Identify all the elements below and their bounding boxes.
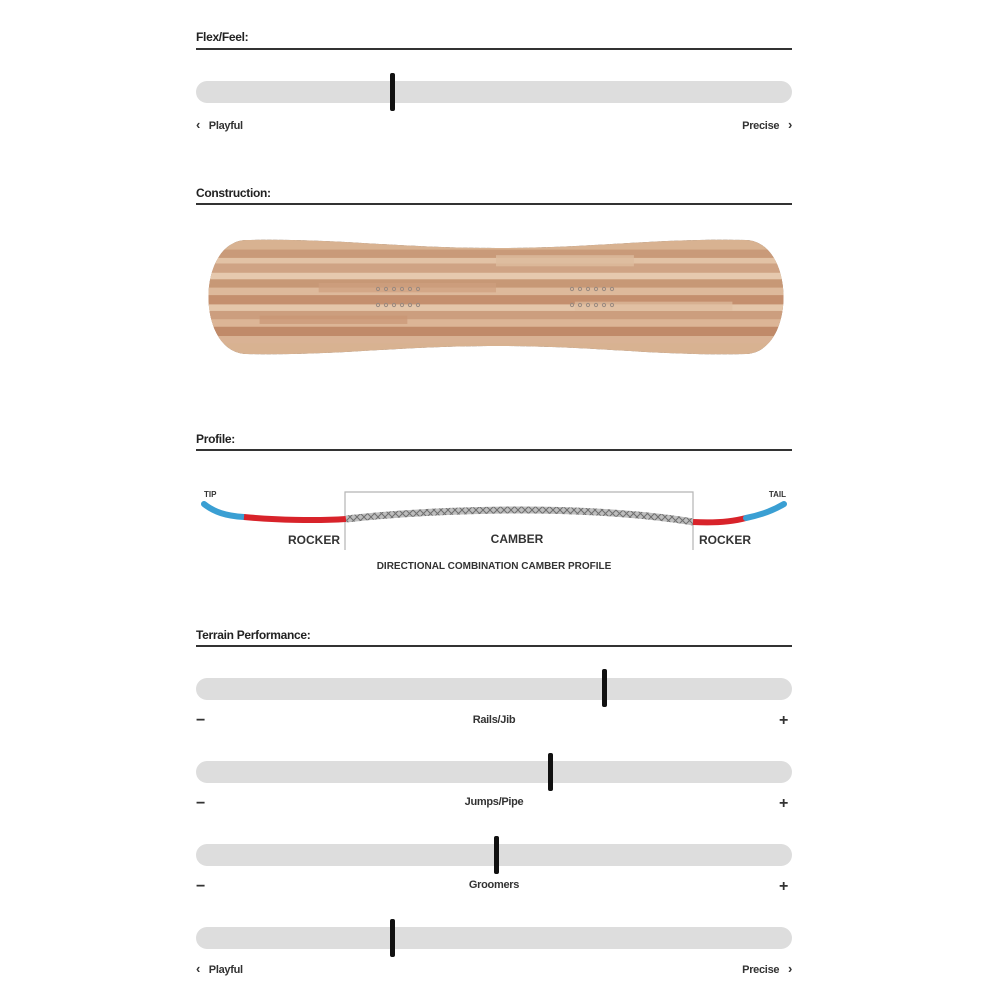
camber-label: CAMBER xyxy=(490,532,544,546)
terrain-slider-marker xyxy=(602,669,607,707)
minus-icon: − xyxy=(196,712,206,729)
profile-caption: DIRECTIONAL COMBINATION CAMBER PROFILE xyxy=(376,561,612,572)
flex-right-label-group xyxy=(692,117,792,132)
minus-icon: − xyxy=(196,878,206,895)
terrain-bottom-slider-track xyxy=(196,927,792,949)
flex-slider-marker xyxy=(390,73,395,111)
terrain-slider-marker xyxy=(494,836,499,874)
flex-divider xyxy=(196,48,792,50)
terrain-slider-marker xyxy=(548,753,553,791)
plus-icon: + xyxy=(779,878,789,895)
terrain-row-label: Rails/Jib xyxy=(472,714,516,726)
bottom-right-label: Precise xyxy=(742,964,780,976)
bottom-left-label-group xyxy=(196,961,243,976)
bottom-left-label: Playful xyxy=(208,964,243,976)
tip-curve xyxy=(204,504,244,517)
construction-divider xyxy=(196,203,792,205)
construction-section-title: Construction: xyxy=(196,186,271,200)
profile-divider xyxy=(196,449,792,451)
flex-slider-track xyxy=(196,81,792,103)
tail-label: TAIL xyxy=(768,490,786,499)
flex-right-label: Precise xyxy=(742,120,780,132)
plus-icon: + xyxy=(779,795,789,812)
flex-left-label-group xyxy=(196,117,243,132)
terrain-slider-track xyxy=(196,761,792,783)
chevron-left-icon: ‹ xyxy=(196,117,201,132)
chevron-right-icon: › xyxy=(787,961,792,976)
profile-section-title: Profile: xyxy=(196,432,235,446)
chevron-right-icon: › xyxy=(787,117,792,132)
camber-curve xyxy=(346,510,693,522)
rocker-right-curve xyxy=(693,518,746,522)
rocker-left-curve xyxy=(244,517,346,520)
snowboard-construction-image xyxy=(196,232,796,362)
bottom-right-label-group xyxy=(692,961,792,976)
terrain-bottom-slider-marker xyxy=(390,919,395,957)
flex-left-label: Playful xyxy=(208,120,243,132)
chevron-left-icon: ‹ xyxy=(196,961,201,976)
flex-section-title: Flex/Feel: xyxy=(196,30,249,44)
camber-profile-diagram xyxy=(196,482,796,582)
plus-icon: + xyxy=(779,712,789,729)
terrain-divider xyxy=(196,645,792,647)
rocker-left-label: ROCKER xyxy=(287,533,340,547)
rocker-right-label: ROCKER xyxy=(699,533,752,547)
terrain-row-label: Groomers xyxy=(468,879,520,891)
terrain-section-title: Terrain Performance: xyxy=(196,628,311,642)
tip-label: TIP xyxy=(204,490,217,499)
terrain-row-label: Jumps/Pipe xyxy=(464,796,524,808)
minus-icon: − xyxy=(196,795,206,812)
tail-curve xyxy=(746,504,784,518)
terrain-slider-track xyxy=(196,678,792,700)
